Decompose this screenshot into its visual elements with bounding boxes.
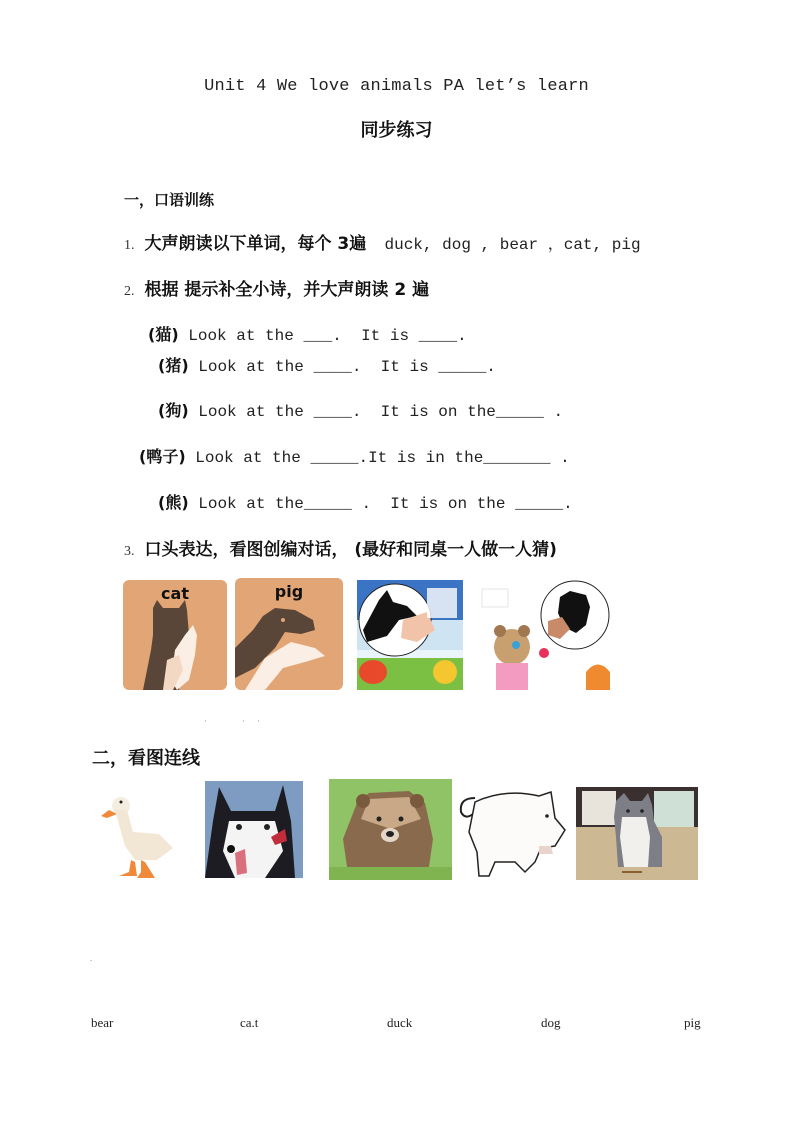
storybook-dog-image xyxy=(357,580,463,690)
question-number: 3. xyxy=(124,544,135,559)
match-word-dog: dog xyxy=(541,1015,561,1030)
match-word-pig: pig xyxy=(684,1015,701,1030)
word-list: duck, dog , bear ，cat, pig xyxy=(384,236,641,254)
poem-line-dog: (狗) Look at the ____. It is on the_____ . xyxy=(158,401,564,421)
question-instruction: 根据 提示补全小诗，并大声朗读 2 遍 xyxy=(144,280,430,300)
stray-dot: · xyxy=(204,716,207,726)
match-word-cat: ca.t xyxy=(240,1015,259,1030)
shadow-pig-image: pig xyxy=(235,578,343,690)
question-number: 2. xyxy=(124,284,135,299)
question-1 xyxy=(124,229,641,254)
shadow-cat-image: cat xyxy=(123,580,227,690)
bear-icon xyxy=(329,779,452,880)
stray-dot: · xyxy=(242,716,245,726)
dog-image[interactable] xyxy=(205,781,303,878)
match-word-duck: duck xyxy=(387,1015,413,1030)
duck-icon xyxy=(97,782,179,880)
poem-line-bear: (熊) Look at the_____ . It is on the _____. xyxy=(158,493,573,513)
question-instruction: 大声朗读以下单词，每个 3遍 xyxy=(144,234,367,254)
question-instruction: 口头表达，看图创编对话， (最好和同桌一人做一人猜) xyxy=(144,540,557,560)
pig-icon xyxy=(455,782,567,880)
poem-line-duck: (鸭子) Look at the _____.It is in the_______ . xyxy=(139,447,570,467)
document-title-en: Unit 4 We love animals PA let’s learn xyxy=(204,77,589,96)
poem-line-cat: (猫) Look at the ___. It is ____. xyxy=(148,325,467,345)
dog-shadow-scene-icon xyxy=(357,580,463,690)
poem-line-pig: (猪) Look at the ____. It is _____. xyxy=(158,356,496,376)
section2-heading: 二，看图连线 xyxy=(92,748,200,769)
stray-dot: . xyxy=(90,953,93,963)
question-3 xyxy=(124,535,557,560)
storybook-bear-image xyxy=(478,577,613,690)
duck-image[interactable] xyxy=(97,782,179,880)
match-word-bear: bear xyxy=(91,1015,114,1030)
cat-image[interactable] xyxy=(576,787,698,880)
question-2 xyxy=(124,275,429,300)
question-number: 1. xyxy=(124,238,135,253)
pig-image[interactable] xyxy=(455,782,567,880)
bear-image[interactable] xyxy=(329,779,452,880)
dog-icon xyxy=(205,781,303,878)
section1-heading: 一，口语训练 xyxy=(124,191,215,209)
stray-dot: · xyxy=(257,716,260,726)
document-title-zh: 同步练习 xyxy=(360,120,433,141)
cat-icon xyxy=(576,787,698,880)
bear-shadow-scene-icon xyxy=(478,577,613,690)
